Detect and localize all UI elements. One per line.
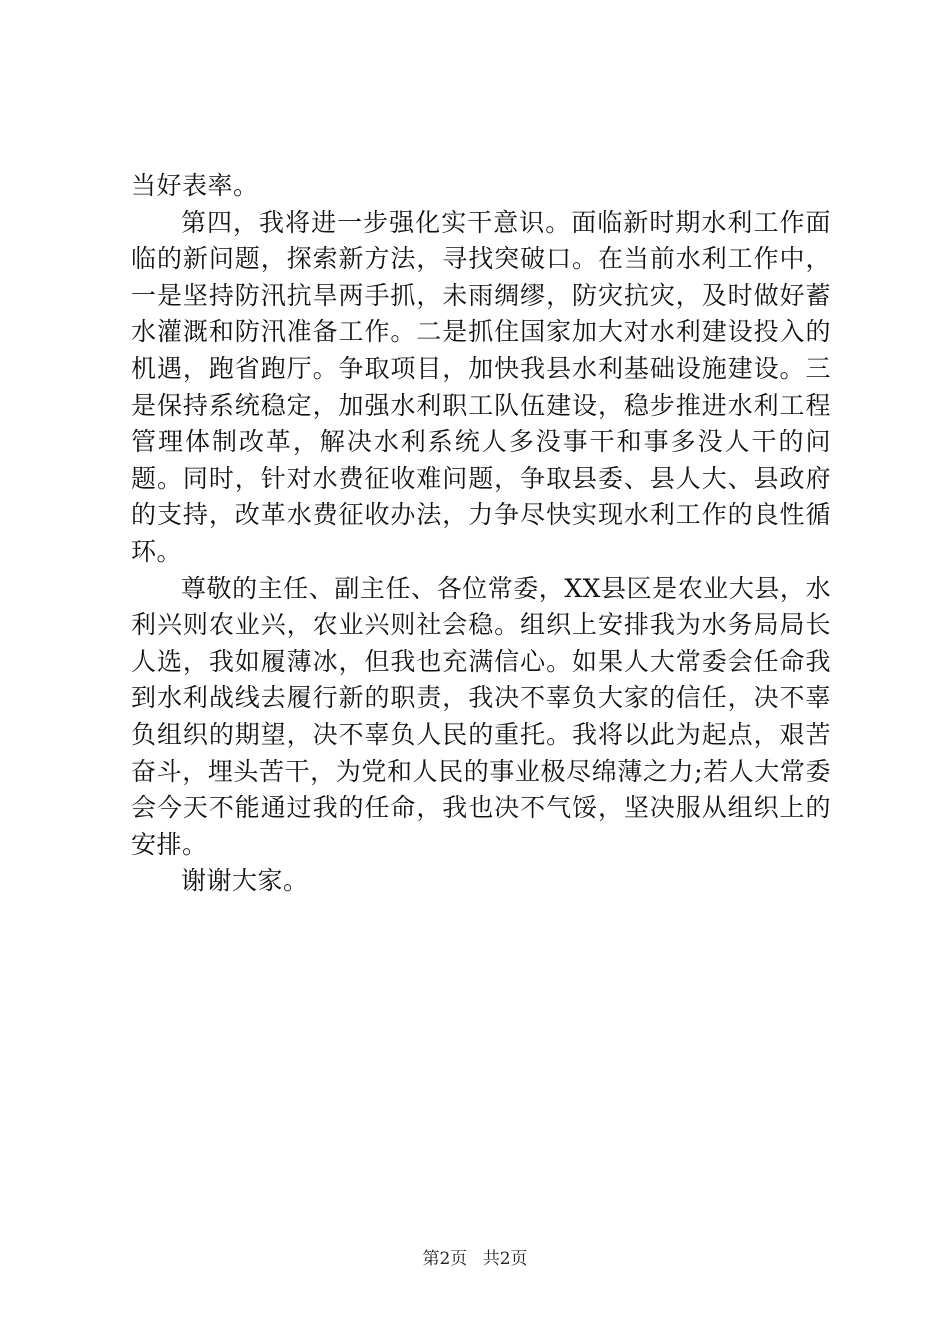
document-body xyxy=(131,168,831,900)
paragraph-continuation: 当好表率。 xyxy=(131,171,259,200)
paragraph-fourth-point: 第四，我将进一步强化实干意识。面临新时期水利工作面临的新问题，探索新方法，寻找突破口。在当前水利工作中，一是坚持防汛抗旱两手抓，未雨绸缪，防灾抗灾，及时做好蓄水灌溉和防汛准备工作。二是抓住国家加大对水利建设投入的机遇，跑省跑厅。争取项目，加快我县水利基础设施建设。三是保持系统稳定，加强水利职工队伍建设，稳步推进水利工程管理体制改革，解决水利系统人多没事干和事多没人干的问题。同时，针对水费征收难问题，争取县委、县人大、县政府的支持，改革水费征收办法，力争尽快实现水利工作的良性循环。 xyxy=(131,207,831,566)
paragraph-closing: 谢谢大家。 xyxy=(181,866,309,896)
paragraph-address: 尊敬的主任、副主任、各位常委，XX县区是农业大县，水利兴则农业兴，农业兴则社会稳。组织上安排我为水务局局长人选，我如履薄冰，但我也充满信心。如果人大常委会任命我到水利战线去履行新的职责，我决不辜负大家的信任，决不辜负组织的期望，决不辜负人民的重托。我将以此为起点，艰苦奋斗，埋头苦干，为党和人民的事业极尽绵薄之力;若人大常委会今天不能通过我的任命，我也决不气馁，坚决服从组织上的安排。 xyxy=(131,573,831,859)
page-footer xyxy=(0,1244,950,1269)
page-total: 共2页 xyxy=(482,1249,528,1269)
page-number: 第2页 xyxy=(422,1249,468,1269)
